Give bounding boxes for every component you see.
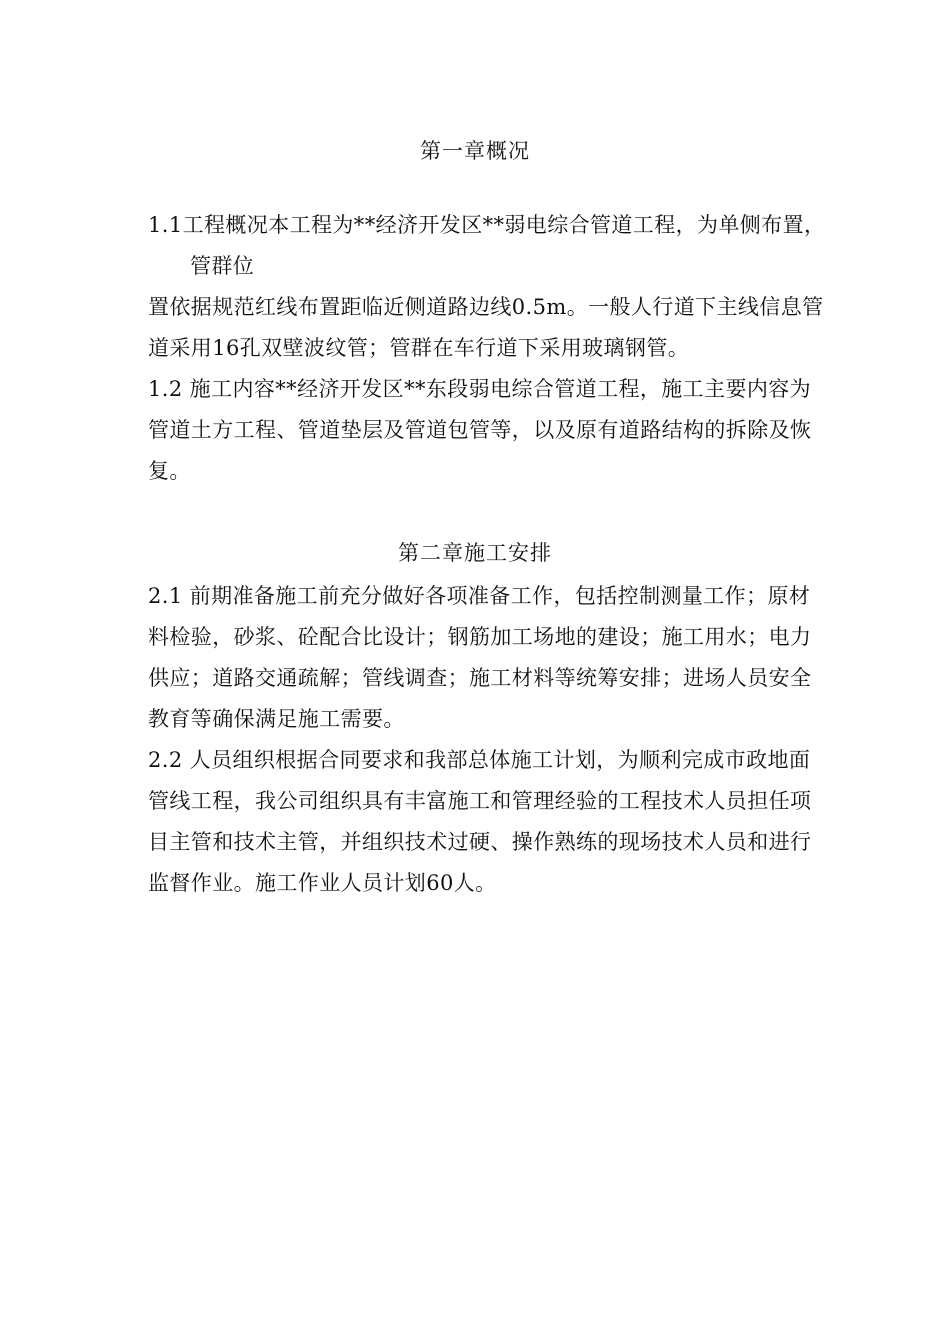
chapter-2-line-7: 目主管和技术主管，并组织技术过硬、操作熟练的现场技术人员和进行	[148, 830, 812, 854]
chapter-1-line-5: 1.2 施工内容**经济开发区**东段弱电综合管道工程，施工主要内容为	[148, 377, 812, 401]
chapter-2-line-8: 监督作业。施工作业人员计划60人。	[148, 871, 497, 895]
chapter-1-line-3: 置依据规范红线布置距临近侧道路边线0.5m。一般人行道下主线信息管	[148, 295, 824, 319]
chapter-2-line-2: 料检验，砂浆、砼配合比设计；钢筋加工场地的建设；施工用水；电力	[148, 625, 812, 649]
chapter-2-line-5: 2.2 人员组织根据合同要求和我部总体施工计划，为顺利完成市政地面	[148, 748, 811, 772]
chapter-1-title: 第一章概况	[420, 139, 530, 163]
chapter-1-line-7: 复。	[148, 459, 191, 483]
chapter-1-line-1: 1.1工程概况本工程为**经济开发区**弱电综合管道工程，为单侧布置，	[148, 213, 826, 237]
chapter-1-line-6: 管道土方工程、管道垫层及管道包管等，以及原有道路结构的拆除及恢	[148, 418, 812, 442]
chapter-2-line-6: 管线工程，我公司组织具有丰富施工和管理经验的工程技术人员担任项	[148, 789, 812, 813]
chapter-1-line-2: 管群位	[190, 254, 255, 278]
chapter-2-line-3: 供应；道路交通疏解；管线调查；施工材料等统筹安排；进场人员安全	[148, 666, 812, 690]
chapter-1-line-4: 道采用16孔双壁波纹管；管群在车行道下采用玻璃钢管。	[148, 336, 690, 360]
chapter-2-title: 第二章施工安排	[398, 541, 552, 565]
chapter-2-line-1: 2.1 前期准备施工前充分做好各项准备工作，包括控制测量工作；原材	[148, 584, 811, 608]
chapter-2-line-4: 教育等确保满足施工需要。	[148, 707, 405, 731]
